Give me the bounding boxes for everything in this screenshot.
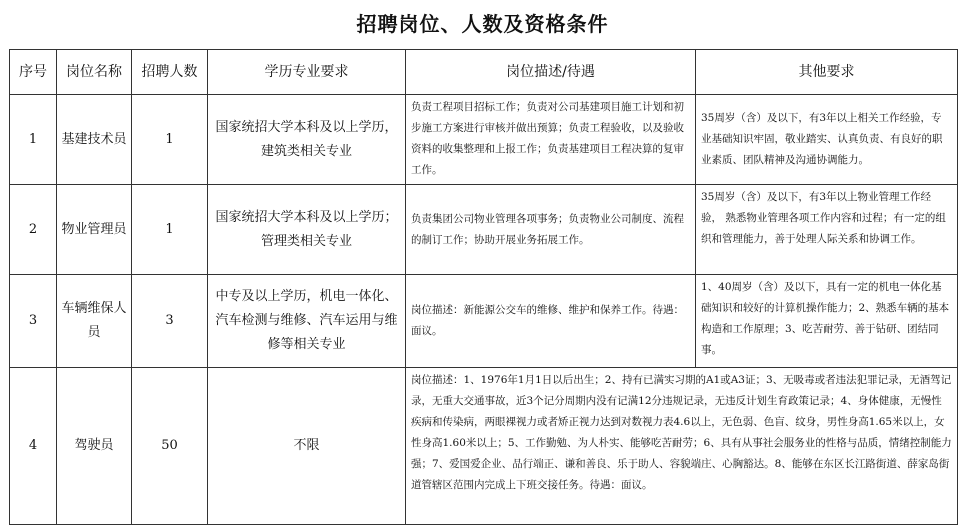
- cell-position: 驾驶员: [57, 368, 132, 525]
- cell-education: 中专及以上学历，机电一体化、汽车检测与维修、汽车运用与维修等相关专业: [208, 275, 406, 368]
- header-count: 招聘人数: [132, 50, 208, 95]
- cell-other: 1、40周岁（含）及以下，具有一定的机电一体化基础知识和较好的计算机操作能力；2、熟悉车辆的基本构造和工作原理；3、吃苦耐劳、善于钻研、团结同事。: [696, 275, 958, 368]
- cell-position: 车辆维保人员: [57, 275, 132, 368]
- header-seq: 序号: [10, 50, 57, 95]
- header-description: 岗位描述/待遇: [406, 50, 696, 95]
- cell-count: 1: [132, 95, 208, 185]
- table-header-row: [10, 50, 958, 95]
- cell-description: 负责集团公司物业管理各项事务；负责物业公司制度、流程的制订工作；协助开展业务拓展工作。: [406, 185, 696, 275]
- header-education: 学历专业要求: [208, 50, 406, 95]
- cell-education: 不限: [208, 368, 406, 525]
- cell-count: 1: [132, 185, 208, 275]
- cell-education: 国家统招大学本科及以上学历，建筑类相关专业: [208, 95, 406, 185]
- cell-other: 35周岁（含）及以下，有3年以上物业管理工作经验， 熟悉物业管理各项工作内容和过程；有一定的组织和管理能力，善于处理人际关系和协调工作。: [696, 185, 958, 275]
- header-position: 岗位名称: [57, 50, 132, 95]
- header-other: 其他要求: [696, 50, 958, 95]
- table-row: [10, 95, 958, 185]
- cell-seq: 4: [10, 368, 57, 525]
- cell-description: 岗位描述：新能源公交车的维修、维护和保养工作。待遇：面议。: [406, 275, 696, 368]
- cell-description: 负责工程项目招标工作；负责对公司基建项目施工计划和初步施工方案进行审核并做出预算；负责工程验收，以及验收资料的收集整理和上报工作；负责基建项目工程决算的复审工作。: [406, 95, 696, 185]
- cell-education: 国家统招大学本科及以上学历；管理类相关专业: [208, 185, 406, 275]
- cell-description: 岗位描述：1、1976年1月1日以后出生；2、持有已满实习期的A1或A3证；3、无吸毒或者违法犯罪记录，无酒驾记录，无重大交通事故，近3个记分周期内没有记满12分违规记录，无违反计划生育政策记录；4、身体健康，无慢性疾病和传染病，两眼裸视力或者矫正视力达到对数视力表4.6以上，无色弱、色盲、纹身，男性身高1.65米以上，女性身高1.60米以上；5、工作勤勉、为人朴实、能够吃苦耐劳；6、具有从事社会服务业的性格与品质，情绪控制能力强；7、爱国爱企业、品行端正、谦和善良、乐于助人、容貌端庄、心胸豁达。8、能够在东区长江路街道、薛家岛街道管辖区范围内完成上下班交接任务。待遇：面议。: [406, 368, 958, 525]
- cell-count: 50: [132, 368, 208, 525]
- recruitment-table: [9, 49, 958, 525]
- cell-other: 35周岁（含）及以下，有3年以上相关工作经验，专业基础知识牢固，敬业踏实、认真负责、有良好的职业素质、团队精神及沟通协调能力。: [696, 95, 958, 185]
- table-row: [10, 275, 958, 368]
- cell-seq: 3: [10, 275, 57, 368]
- cell-position: 物业管理员: [57, 185, 132, 275]
- cell-position: 基建技术员: [57, 95, 132, 185]
- cell-seq: 1: [10, 95, 57, 185]
- document-title: 招聘岗位、人数及资格条件: [356, 12, 609, 36]
- cell-count: 3: [132, 275, 208, 368]
- table-row: [10, 185, 958, 275]
- cell-seq: 2: [10, 185, 57, 275]
- table-row: [10, 368, 958, 525]
